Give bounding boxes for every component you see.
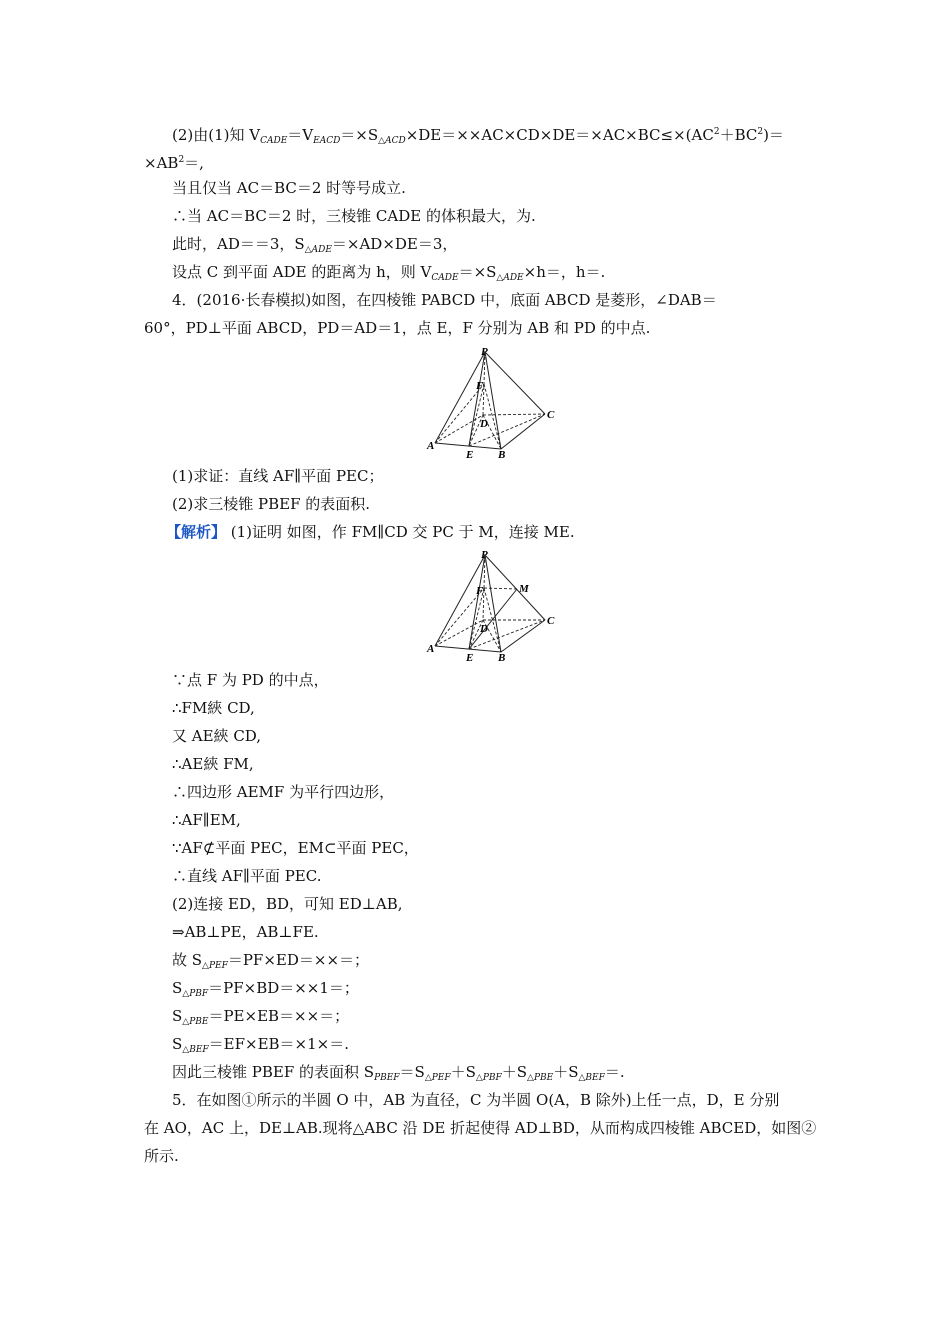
solution-line: ∴FM綊 CD, bbox=[172, 699, 255, 717]
solution-line bbox=[172, 234, 457, 260]
text: ＝PF×BD＝××1＝； bbox=[208, 979, 359, 997]
text: ＋BC bbox=[719, 126, 758, 144]
text: ×AB bbox=[144, 154, 179, 172]
subscript: △BEF bbox=[578, 1073, 605, 1083]
text: S bbox=[172, 979, 183, 997]
solution-line bbox=[166, 522, 575, 542]
solution-line: ∴当 AC＝BC＝2 时，三棱锥 CADE 的体积最大，为. bbox=[172, 207, 536, 225]
pyramid-figure-1 bbox=[425, 345, 565, 460]
superscript: 2 bbox=[713, 127, 720, 137]
text: ＝V bbox=[287, 126, 314, 144]
text: 设点 C 到平面 ADE 的距离为 h，则 V bbox=[172, 263, 432, 281]
subscript: CADE bbox=[260, 136, 288, 146]
solution-line: ∵AF⊄平面 PEC，EM⊂平面 PEC， bbox=[172, 839, 419, 857]
text: 因此三棱锥 PBEF 的表面积 S bbox=[172, 1063, 375, 1081]
label-f: F bbox=[476, 380, 484, 392]
question-4-line: 4．(2016·长春模拟)如图，在四棱锥 PABCD 中，底面 ABCD 是菱形，∠DAB＝ bbox=[172, 291, 717, 309]
subscript: △PBF bbox=[182, 989, 209, 999]
edge-bc bbox=[501, 620, 545, 652]
label-p: P bbox=[481, 549, 488, 561]
solution-line bbox=[172, 1062, 625, 1088]
solution-line bbox=[172, 262, 605, 288]
subscript: △PBF bbox=[475, 1073, 502, 1083]
label-e: E bbox=[466, 449, 474, 460]
pyramid-figure-2 bbox=[425, 548, 565, 663]
question-4-subquestion-2: (2)求三棱锥 PBEF 的表面积. bbox=[172, 495, 371, 513]
subscript: EACD bbox=[313, 136, 341, 146]
text: S bbox=[172, 1007, 183, 1025]
solution-line bbox=[172, 1006, 349, 1032]
solution-line bbox=[172, 950, 369, 976]
analysis-tag: 【解析】 bbox=[166, 523, 227, 541]
label-b: B bbox=[498, 652, 506, 663]
edge-fb bbox=[484, 384, 501, 449]
subscript: △BEF bbox=[182, 1045, 209, 1055]
label-f: F bbox=[476, 585, 484, 597]
text: ＝×S bbox=[340, 126, 379, 144]
solution-line: ⇒AB⊥PE，AB⊥FE. bbox=[172, 923, 319, 941]
text: ＋S bbox=[553, 1063, 579, 1081]
label-a: A bbox=[427, 643, 435, 655]
text: ＝. bbox=[604, 1063, 625, 1081]
question-5-line: 在 AO，AC 上，DE⊥AB.现将△ABC 沿 DE 折起使得 AD⊥BD，从而构成四棱锥 ABCED，如图② bbox=[144, 1119, 817, 1137]
label-a: A bbox=[427, 440, 435, 452]
text: ＝S bbox=[399, 1063, 425, 1081]
label-p: P bbox=[481, 346, 488, 358]
question-4-line: 60°，PD⊥平面 ABCD，PD＝AD＝1，点 E，F 分别为 AB 和 PD 的中点. bbox=[144, 319, 651, 337]
subscript: △ADE bbox=[496, 273, 524, 283]
text: (2)由(1)知 V bbox=[172, 126, 261, 144]
label-c: C bbox=[547, 615, 555, 627]
solution-line: ∴AF∥EM, bbox=[172, 811, 241, 829]
text: 此时，AD＝＝3，S bbox=[172, 235, 305, 253]
solution-line: ∴四边形 AEMF 为平行四边形， bbox=[172, 783, 395, 801]
text: (1)证明 如图，作 FM∥CD 交 PC 于 M，连接 ME. bbox=[226, 523, 575, 541]
question-4-subquestion-1: (1)求证：直线 AF∥平面 PEC； bbox=[172, 467, 384, 485]
text: ＋S bbox=[501, 1063, 528, 1081]
solution-line bbox=[144, 150, 204, 173]
label-c: C bbox=[547, 409, 555, 421]
subscript: CADE bbox=[431, 273, 459, 283]
text: S bbox=[172, 1035, 183, 1053]
solution-line bbox=[172, 122, 784, 151]
subscript: △PEF bbox=[202, 961, 228, 971]
subscript: △ACD bbox=[378, 136, 406, 146]
label-d: D bbox=[480, 623, 488, 635]
solution-line: ∴直线 AF∥平面 PEC. bbox=[172, 867, 322, 885]
text: ＝PF×ED＝××＝； bbox=[227, 951, 370, 969]
superscript: 2 bbox=[757, 127, 764, 137]
text: ＋S bbox=[450, 1063, 476, 1081]
solution-line bbox=[172, 1034, 349, 1060]
superscript: 2 bbox=[178, 155, 185, 165]
edge-fm bbox=[484, 588, 517, 589]
label-e: E bbox=[466, 652, 474, 663]
text: ＝PE×EB＝××＝； bbox=[208, 1007, 350, 1025]
solution-line: ∵点 F 为 PD 的中点， bbox=[172, 671, 329, 689]
solution-line: (2)连接 ED，BD，可知 ED⊥AB, bbox=[172, 895, 403, 913]
question-5-line: 所示. bbox=[144, 1147, 179, 1165]
solution-line bbox=[172, 978, 359, 1004]
solution-line: ∴AE綊 FM, bbox=[172, 755, 254, 773]
solution-line: 当且仅当 AC＝BC＝2 时等号成立. bbox=[172, 179, 406, 197]
subscript: △PBE bbox=[527, 1073, 554, 1083]
label-b: B bbox=[498, 449, 506, 460]
subscript: △ADE bbox=[304, 245, 332, 255]
solution-line: 又 AE綊 CD, bbox=[172, 727, 262, 745]
text: ＝, bbox=[184, 154, 204, 172]
subscript: △PEF bbox=[424, 1073, 451, 1083]
edge-fe bbox=[469, 384, 484, 446]
text: 故 S bbox=[172, 951, 203, 969]
text: ＝×AD×DE＝3， bbox=[331, 235, 458, 253]
label-d: D bbox=[480, 418, 488, 430]
text: )＝ bbox=[763, 126, 784, 144]
subscript: △PBE bbox=[182, 1017, 209, 1027]
text: ×h＝，h＝. bbox=[523, 263, 606, 281]
text: ×DE＝××AC×CD×DE＝×AC×BC≤×(AC bbox=[405, 126, 714, 144]
text: ＝EF×EB＝×1×＝. bbox=[208, 1035, 349, 1053]
question-5-line: 5．在如图①所示的半圆 O 中，AB 为直径，C 为半圆 O(A，B 除外)上任一点，D，E 分别 bbox=[172, 1091, 780, 1109]
text: ＝×S bbox=[458, 263, 497, 281]
subscript: PBEF bbox=[374, 1073, 400, 1083]
label-m: M bbox=[519, 583, 529, 595]
edge-bc bbox=[501, 414, 545, 449]
